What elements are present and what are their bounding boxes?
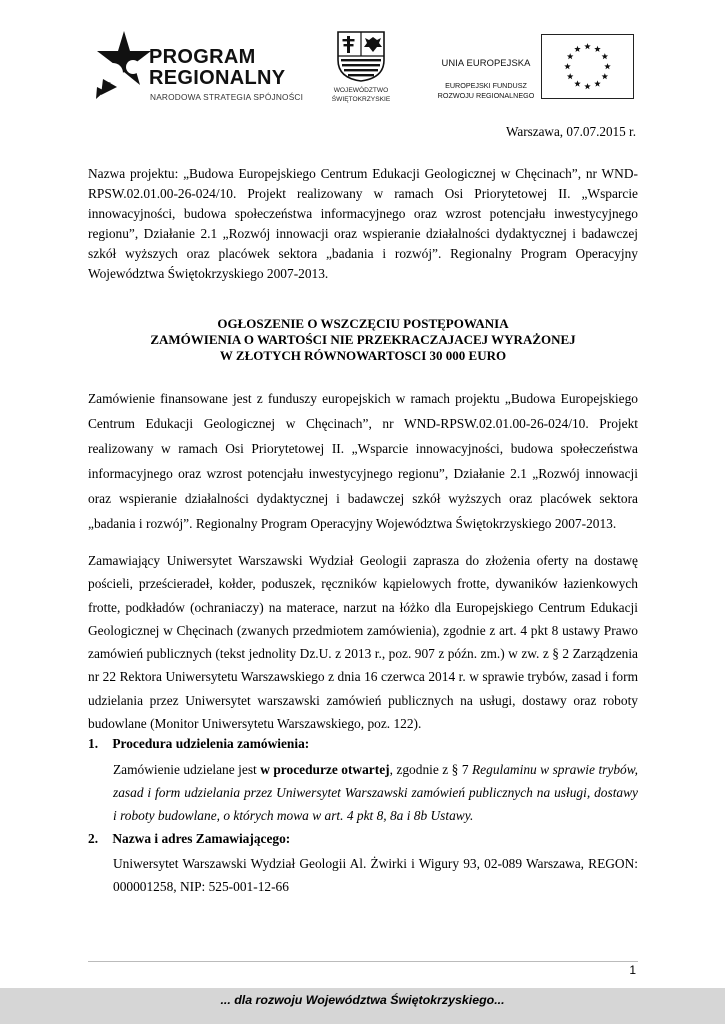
coat-of-arms-icon [336, 30, 386, 82]
eu-star [584, 83, 590, 89]
page-number: 1 [629, 963, 636, 977]
heading-line: OGŁOSZENIE O WSZCZĘCIU POSTĘPOWANIA [217, 316, 509, 331]
eu-star [567, 53, 573, 59]
voivodeship-logo-line1: WOJEWÓDZTWO [333, 87, 389, 94]
heading-line: W ZŁOTYCH RÓWNOWARTOSCI 30 000 EURO [219, 348, 507, 363]
section-heading: Nazwa i adres Zamawiającego: [112, 831, 291, 846]
section-heading: Procedura udzielenia zamówienia: [112, 736, 310, 751]
eu-star [594, 80, 600, 86]
heading-line: ZAMÓWIENIA O WARTOŚCI NIE PRZEKRACZAJACEJ WYRAŻONEJ [150, 332, 576, 347]
eu-star [574, 46, 580, 52]
section-1-body [113, 758, 638, 827]
program-logo-line1: PROGRAM [149, 46, 256, 68]
eu-flag [541, 34, 634, 99]
section-number: 2. [88, 831, 99, 846]
program-star-icon [93, 29, 155, 101]
footer-divider [88, 961, 638, 962]
invitation-paragraph: Zamawiający Uniwersytet Warszawski Wydział Geologii zaprasza do złożenia oferty na dostawę pościeli, prześcieradeł, kołder, poduszek, ręczników kąpielowych frotte, dywaników łazienkowych frotte, podkładów (ochraniaczy) na materace, narzut na łóżko dla Europejskiego Centrum Edukacji Geologicznej w Chęcinach (zwanych przedmiotem zamówienia), zgodnie z art. 4 pkt 8 ustawy Prawo zamówień publicznych (tekst jednolity Dz.U. z 2013 r., poz. 907 z późn. zm.) w zw. z § 2 Zarządzenia nr 22 Rektora Uniwersytetu Warszawskiego z dnia 16 czerwca 2014 r. w sprawie trybów, zasad i form udzielania przez Uniwersytet warszawski zamówień publicznych na usługi, dostawy oraz roboty budowlane (Monitor Uniwersytetu Warszawskiego, poz. 122). [88, 553, 638, 732]
project-intro: Nazwa projektu: „Budowa Europejskiego Centrum Edukacji Geologicznej w Chęcinach”, nr WND-RPSW.02.01.00-26-024/10. Projekt realizowany w ramach Osi Priorytetowej II. „Wsparcie innowacyjności, budowa społeczeństwa informacyjnego oraz wzrost potencjału inwestycyjnego regionu”, Działanie 2.1 „Rozwój innowacji oraz wspieranie działalności dydaktycznej i badawczej szkół wyższych oraz placówek sektora „badania i rozwój”. Regionalny Program Operacyjny Województwa Świętokrzyskiego 2007-2013. [88, 166, 638, 281]
funding-paragraph: Zamówienie finansowane jest z funduszy europejskich w ramach projektu „Budowa Europejskiego Centrum Edukacji Geologicznej w Chęcinach”, nr WND-RPSW.02.01.00-26-024/10. Projekt realizowany w ramach Osi Priorytetowej II. „Wsparcie innowacyjności, budowa społeczeństwa informacyjnego oraz wzrost potencjału inwestycyjnego regionu”, Działanie 2.1 „Rozwój innowacji oraz wspieranie działalności dydaktycznej i badawczej szkół wyższych oraz placówek sektora „badania i rozwój”. Regionalny Program Operacyjny Województwa Świętokrzyskiego 2007-2013. [88, 391, 638, 531]
eu-star [567, 73, 573, 79]
section-body-text: Zamówienie udzielane jest [113, 762, 261, 777]
section-body-text: , zgodnie z § 7 [389, 762, 472, 777]
section-2-title [88, 831, 638, 847]
program-regionalny-logo [93, 29, 318, 105]
section-body-bold: w procedurze otwartej [260, 762, 390, 777]
document-date: Warszawa, 07.07.2015 r. [505, 124, 636, 139]
eu-star [602, 73, 608, 79]
eu-star [604, 63, 610, 69]
footer-slogan: ... dla rozwoju Województwa Świętokrzyskiego... [220, 993, 505, 1007]
program-logo-subtitle: NARODOWA STRATEGIA SPÓJNOŚCI [150, 92, 304, 102]
eu-logo-title: UNIA EUROPEJSKA [441, 57, 531, 68]
section-1-title [88, 736, 638, 752]
page-title [88, 316, 638, 364]
eu-logo-line2: ROZWOJU REGIONALNEGO [437, 91, 535, 100]
eu-star [602, 53, 608, 59]
eu-star [584, 43, 590, 49]
program-logo-line2: REGIONALNY [149, 67, 286, 89]
eu-star [574, 80, 580, 86]
section-number: 1. [88, 736, 99, 751]
section-2-body: Uniwersytet Warszawski Wydział Geologii Al. Żwirki i Wigury 93, 02-089 Warszawa, REGON: 000001258, NIP: 525-001-12-66 [113, 856, 638, 894]
eu-stars-icon [542, 35, 633, 98]
voivodeship-logo [328, 30, 398, 110]
eu-star [594, 46, 600, 52]
section-body-italic: Regulaminu w sprawie trybów, zasad i form udzielania przez Uniwersytet Warszawski zamówień publicznych na usługi, dostawy i roboty budowlane, o których mowa w art. 4 pkt 8, 8a i 8b Ustawy. [113, 762, 638, 823]
eu-logo-line1: EUROPEJSKI FUNDUSZ [445, 81, 527, 90]
eu-star [564, 63, 570, 69]
eu-logo [432, 33, 636, 101]
voivodeship-logo-line2: ŚWIĘTOKRZYSKIE [331, 96, 391, 103]
